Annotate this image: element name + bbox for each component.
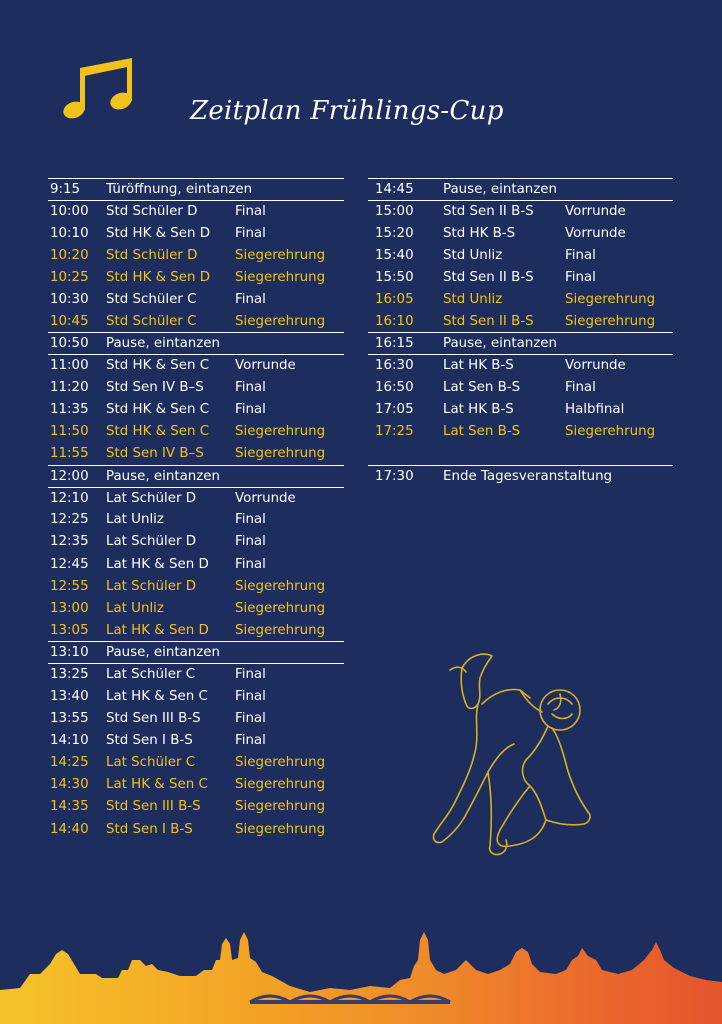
schedule-row [48, 244, 344, 266]
city-skyline-graphic [0, 930, 722, 1024]
schedule-stage: Siegerehrung [235, 247, 326, 263]
schedule-category: Ende Tagesveranstaltung [443, 468, 613, 484]
schedule-column-left [48, 178, 344, 840]
schedule-category: Lat Sen B-S [443, 424, 521, 440]
schedule-category: Pause, eintanzen [443, 182, 558, 197]
schedule-time: 13:00 [50, 600, 89, 616]
schedule-time: 15:50 [375, 269, 414, 285]
schedule-stage: Final [235, 512, 266, 528]
schedule-category: Lat HK & Sen C [106, 777, 208, 793]
schedule-time: 11:20 [50, 380, 89, 396]
schedule-time: 12:35 [50, 534, 89, 550]
schedule-stage: Vorrunde [235, 358, 296, 374]
schedule-time: 13:40 [50, 688, 89, 704]
schedule-time: 12:10 [50, 490, 89, 506]
schedule-row [368, 266, 673, 288]
schedule-time: 10:45 [50, 313, 89, 329]
schedule-category: Std HK & Sen D [106, 225, 211, 241]
schedule-category: Lat HK & Sen C [106, 688, 208, 704]
schedule-category: Lat HK & Sen D [106, 622, 209, 638]
schedule-time: 10:20 [50, 247, 89, 263]
schedule-row [48, 266, 344, 288]
schedule-stage: Final [235, 711, 266, 727]
schedule-row [48, 531, 344, 553]
schedule-category: Pause, eintanzen [106, 336, 221, 352]
schedule-stage: Final [235, 380, 266, 396]
schedule-category: Pause, eintanzen [106, 645, 221, 661]
schedule-row [368, 200, 673, 222]
schedule-row [368, 178, 673, 200]
schedule-time: 10:00 [50, 204, 89, 219]
schedule-category: Lat HK B-S [443, 358, 514, 374]
schedule-time: 13:10 [50, 645, 89, 661]
schedule-row [48, 708, 344, 730]
schedule-stage: Final [565, 269, 596, 285]
schedule-row [48, 752, 344, 774]
schedule-row [48, 818, 344, 840]
schedule-time: 16:50 [375, 380, 414, 396]
schedule-row [368, 465, 673, 487]
schedule-category: Std Schüler D [106, 247, 198, 263]
schedule-time: 17:05 [375, 402, 414, 418]
schedule-row [48, 200, 344, 222]
schedule-row [368, 421, 673, 443]
schedule-row [48, 288, 344, 310]
schedule-time: 11:50 [50, 424, 89, 440]
schedule-row [48, 354, 344, 376]
schedule-row [48, 509, 344, 531]
schedule-stage: Siegerehrung [235, 755, 326, 771]
schedule-stage: Siegerehrung [565, 313, 656, 329]
schedule-time: 14:25 [50, 755, 89, 771]
schedule-row [48, 310, 344, 332]
schedule-stage: Final [235, 204, 266, 219]
schedule-stage: Final [235, 688, 266, 704]
schedule-time: 17:30 [375, 468, 414, 484]
schedule-row [368, 222, 673, 244]
schedule-stage: Final [235, 291, 266, 307]
schedule-row [48, 376, 344, 398]
schedule-row [48, 619, 344, 641]
schedule-category: Std Sen II B-S [443, 204, 534, 219]
schedule-time: 12:55 [50, 578, 89, 594]
schedule-row [48, 685, 344, 707]
schedule-row [48, 443, 344, 465]
schedule-time: 12:25 [50, 512, 89, 528]
schedule-row [48, 222, 344, 244]
schedule-time: 16:15 [375, 336, 414, 352]
schedule-category: Pause, eintanzen [443, 336, 558, 352]
schedule-time: 11:55 [50, 446, 89, 462]
schedule-time: 9:15 [50, 182, 81, 197]
schedule-category: Pause, eintanzen [106, 468, 221, 484]
schedule-category: Lat Unliz [106, 600, 164, 616]
schedule-category: Lat Unliz [106, 512, 164, 528]
schedule-row [48, 399, 344, 421]
schedule-row [48, 641, 344, 663]
schedule-category: Std Sen I B-S [106, 733, 193, 749]
schedule-category: Std Sen IV B–S [106, 380, 204, 396]
schedule-row [368, 443, 673, 465]
schedule-stage: Siegerehrung [235, 424, 326, 440]
schedule-stage: Final [565, 247, 596, 263]
schedule-category: Std Sen I B-S [106, 821, 193, 837]
schedule-row [48, 730, 344, 752]
schedule-column-right [368, 178, 673, 487]
schedule-time: 12:00 [50, 468, 89, 484]
schedule-category: Std Sen III B-S [106, 711, 201, 727]
dancing-couple-icon [422, 648, 602, 868]
schedule-stage: Final [565, 380, 596, 396]
schedule-time: 17:25 [375, 424, 414, 440]
schedule-category: Std Unliz [443, 247, 503, 263]
schedule-category: Lat Schüler D [106, 578, 197, 594]
schedule-time: 16:30 [375, 358, 414, 374]
schedule-time: 13:55 [50, 711, 89, 727]
schedule-category: Lat HK B-S [443, 402, 514, 418]
schedule-stage: Final [235, 667, 266, 683]
schedule-stage: Vorrunde [565, 225, 626, 241]
schedule-category: Std Schüler C [106, 291, 197, 307]
schedule-row [368, 244, 673, 266]
schedule-row [48, 575, 344, 597]
schedule-category: Lat Schüler C [106, 755, 196, 771]
schedule-time: 13:25 [50, 667, 89, 683]
schedule-row [48, 597, 344, 619]
schedule-stage: Final [235, 402, 266, 418]
schedule-row [368, 399, 673, 421]
schedule-row [368, 288, 673, 310]
schedule-time: 15:00 [375, 204, 414, 219]
schedule-category: Std HK B-S [443, 225, 516, 241]
schedule-category: Türöffnung, eintanzen [106, 182, 253, 197]
schedule-category: Std Sen IV B–S [106, 446, 204, 462]
schedule-stage: Siegerehrung [235, 622, 326, 638]
schedule-stage: Siegerehrung [235, 313, 326, 329]
schedule-category: Std HK & Sen C [106, 402, 210, 418]
schedule-row [48, 178, 344, 200]
schedule-stage: Halbfinal [565, 402, 625, 418]
schedule-category: Std HK & Sen C [106, 424, 210, 440]
schedule-category: Std Sen II B-S [443, 313, 534, 329]
schedule-row [368, 376, 673, 398]
schedule-time: 11:35 [50, 402, 89, 418]
schedule-category: Std HK & Sen C [106, 358, 210, 374]
schedule-category: Lat Schüler D [106, 534, 197, 550]
schedule-category: Std Sen II B-S [443, 269, 534, 285]
schedule-category: Std Schüler C [106, 313, 197, 329]
schedule-time: 14:45 [375, 182, 414, 197]
schedule-time: 10:50 [50, 336, 89, 352]
schedule-stage: Siegerehrung [235, 578, 326, 594]
schedule-stage: Final [235, 733, 266, 749]
schedule-stage: Siegerehrung [235, 446, 326, 462]
schedule-time: 10:25 [50, 269, 89, 285]
schedule-row [48, 774, 344, 796]
music-note-icon [62, 54, 138, 124]
schedule-category: Lat HK & Sen D [106, 556, 209, 572]
schedule-stage: Final [235, 225, 266, 241]
schedule-stage: Siegerehrung [235, 799, 326, 815]
schedule-stage: Siegerehrung [565, 424, 656, 440]
schedule-row [48, 796, 344, 818]
schedule-row [48, 332, 344, 354]
schedule-row [368, 332, 673, 354]
schedule-time: 13:05 [50, 622, 89, 638]
schedule-row [48, 663, 344, 685]
schedule-category: Lat Schüler D [106, 490, 197, 506]
schedule-time: 14:35 [50, 799, 89, 815]
schedule-stage: Siegerehrung [235, 777, 326, 793]
schedule-stage: Siegerehrung [235, 269, 326, 285]
schedule-time: 14:30 [50, 777, 89, 793]
schedule-stage: Siegerehrung [235, 600, 326, 616]
schedule-category: Std Sen III B-S [106, 799, 201, 815]
schedule-stage: Final [235, 534, 266, 550]
schedule-time: 11:00 [50, 358, 89, 374]
schedule-time: 15:40 [375, 247, 414, 263]
schedule-stage: Vorrunde [235, 490, 296, 506]
schedule-time: 14:40 [50, 821, 89, 837]
schedule-category: Std Schüler D [106, 204, 198, 219]
schedule-row [48, 487, 344, 509]
schedule-category: Lat Sen B-S [443, 380, 521, 396]
schedule-time: 16:10 [375, 313, 414, 329]
schedule-row [368, 354, 673, 376]
schedule-row [48, 465, 344, 487]
schedule-stage: Final [235, 556, 266, 572]
schedule-time: 10:10 [50, 225, 89, 241]
schedule-category: Lat Schüler C [106, 667, 196, 683]
page-title: Zeitplan Frühlings-Cup [190, 96, 504, 126]
schedule-row [48, 553, 344, 575]
schedule-stage: Vorrunde [565, 204, 626, 219]
schedule-time: 15:20 [375, 225, 414, 241]
schedule-category: Std HK & Sen D [106, 269, 211, 285]
schedule-row [48, 421, 344, 443]
schedule-category: Std Unliz [443, 291, 503, 307]
schedule-stage: Vorrunde [565, 358, 626, 374]
schedule-time: 16:05 [375, 291, 414, 307]
schedule-time: 14:10 [50, 733, 89, 749]
schedule-stage: Siegerehrung [235, 821, 326, 837]
schedule-row [368, 310, 673, 332]
schedule-stage: Siegerehrung [565, 291, 656, 307]
schedule-time: 10:30 [50, 291, 89, 307]
schedule-time: 12:45 [50, 556, 89, 572]
